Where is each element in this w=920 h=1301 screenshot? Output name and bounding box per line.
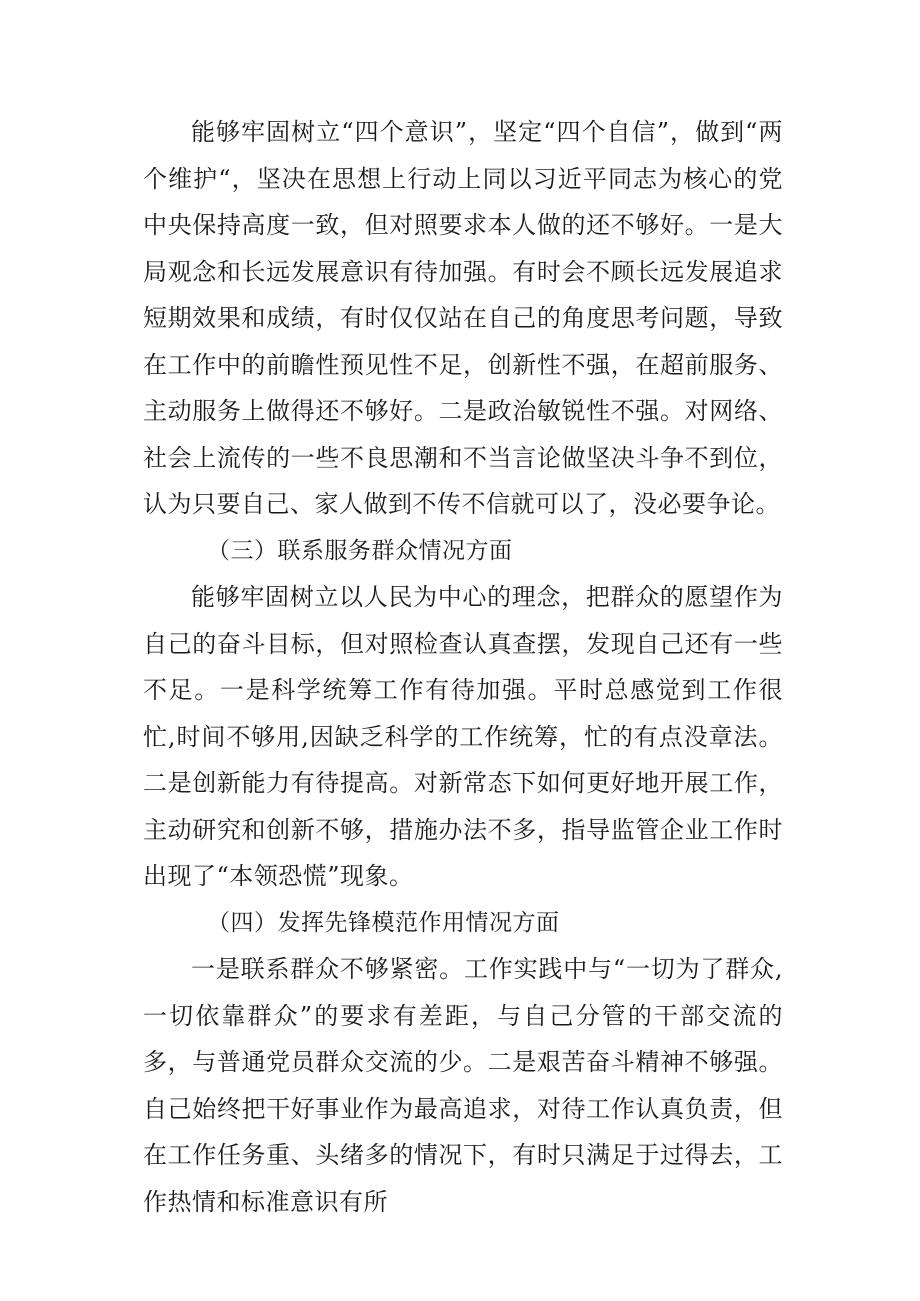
paragraph-vanguard-role: 一是联系群众不够紧密。工作实践中与“一切为了群众,一切依靠群众”的要求有差距，与自己分管的干部交流的多，与普通党员群众交流的少。二是艰苦奋斗精神不够强。自己始终把干好事业作为最高追求，对待工作认真负责，但在工作任务重、头绪多的情况下，有时只满足于过得去，工作热情和标准意识有所: [143, 955, 783, 1216]
section-heading-4: （四）发挥先锋模范作用情况方面: [207, 909, 560, 936]
paragraph-political-awareness: 能够牢固树立“四个意识”，坚定“四个自信”，做到“两个维护“，坚决在思想上行动上同以习近平同志为核心的党中央保持高度一致，但对照要求本人做的还不够好。一是大局观念和长远发展意识有待加强。有时会不顾长远发展追求短期效果和成绩，有时仅仅站在自己的角度思考问题，导致在工作中的前瞻性预见性不足，创新性不强，在超前服务、主动服务上做得还不够好。二是政治敏锐性不强。对网络、社会上流传的一些不良思潮和不当言论做坚决斗争不到位，认为只要自己、家人做到不传不信就可以了，没必要争论。: [143, 118, 783, 518]
document-body: [143, 109, 783, 1225]
paragraph-serving-masses: 能够牢固树立以人民为中心的理念，把群众的愿望作为自己的奋斗目标，但对照检查认真查摆，发现自己还有一些不足。一是科学统筹工作有待加强。平时总感觉到工作很忙,时间不够用,因缺乏科学的工作统筹，忙的有点没章法。二是创新能力有待提高。对新常态下如何更好地开展工作，主动研究和创新不够，措施办法不多，指导监管企业工作时出现了“本领恐慌”现象。: [143, 583, 783, 890]
section-heading-3: （三）联系服务群众情况方面: [207, 537, 513, 564]
